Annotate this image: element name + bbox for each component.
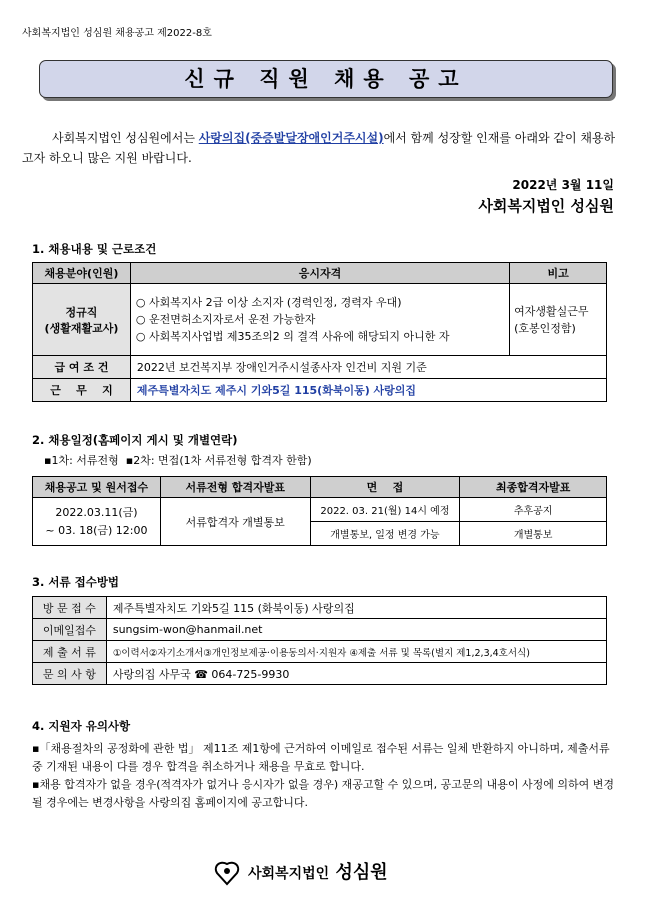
section-4-heading: 4. 지원자 유의사항 xyxy=(32,719,131,733)
footer-organization xyxy=(212,858,388,886)
final-result-announce: 추후공지 xyxy=(460,498,607,522)
field-cell xyxy=(33,284,131,356)
qualification-item: ○ 운전면허소지자로서 운전 가능한자 xyxy=(135,313,316,326)
intro-paragraph xyxy=(22,128,622,168)
document-number: 사회복지법인 성심원 채용공고 제2022-8호 xyxy=(22,28,212,39)
application-period-cell xyxy=(33,498,161,546)
header-field: 채용분야(인원) xyxy=(33,263,131,284)
interview-note: 개별통보, 일정 변경 가능 xyxy=(310,522,460,546)
inquiry-value: 사랑의집 사무국 ☎ 064-725-9930 xyxy=(106,663,606,685)
salary-value: 2022년 보건복지부 장애인거주시설종사자 인건비 지원 기준 xyxy=(130,356,606,379)
email-label: 이메일접수 xyxy=(33,619,107,641)
visit-value: 제주특별자치도 기와5길 115 (화북이동) 사랑의집 xyxy=(106,597,606,619)
documents-label: 제 출 서 류 xyxy=(33,641,107,663)
qualification-item: ○ 사회복지사 2급 이상 소지자 (경력인정, 경력자 우대) xyxy=(135,296,402,309)
header-interview: 면 접 xyxy=(310,477,460,498)
qualification-item: ○ 사회복지사업법 제35조의2 의 결격 사유에 해당되지 아니한 자 xyxy=(135,330,450,343)
period-start: 2022.03.11(금) xyxy=(55,505,138,519)
email-value[interactable]: sungsim-won@hanmail.net xyxy=(106,619,606,641)
field-role: (생활재활교사) xyxy=(44,321,119,335)
organization-logo-icon xyxy=(212,860,242,886)
employment-conditions-table xyxy=(32,262,607,402)
workplace-value: 제주특별자치도 제주시 기와5길 115(화북이동) 사랑의집 xyxy=(130,379,606,402)
selection-stages: ▪1차: 서류전형 ▪2차: 면접(1차 서류전형 합격자 한함) xyxy=(44,454,312,467)
inquiry-label: 문 의 사 항 xyxy=(33,663,107,685)
header-application-period: 채용공고 및 원서접수 xyxy=(33,477,161,498)
salary-label: 급 여 조 건 xyxy=(33,356,131,379)
notice-title: 신규 직원 채용 공고 xyxy=(39,60,613,98)
workplace-label: 근 무 지 xyxy=(33,379,131,402)
note-step: (호봉인정함) xyxy=(514,321,576,335)
note-work: 여자생활실근무 xyxy=(514,304,589,318)
header-final-result: 최종합격자발표 xyxy=(460,477,607,498)
schedule-table xyxy=(32,476,607,546)
section-3-heading: 3. 서류 접수방법 xyxy=(32,575,120,589)
note-item: ▪채용 합격자가 없을 경우(적격자가 없거나 응시자가 없을 경우) 재공고할 수 있으며, 공고문의 내용이 사정에 의하여 변경될 경우에는 변경사항을 사랑의집 홈페이지에 공고합니다. xyxy=(32,778,615,809)
applicant-notes xyxy=(32,740,617,812)
field-type: 정규직 xyxy=(65,305,98,319)
organization-name: 사회복지법인 성심원 xyxy=(478,197,614,215)
section-1-heading: 1. 채용내용 및 근로조건 xyxy=(32,242,157,256)
documents-value: ①이력서②자기소개서③개인정보제공·이용동의서·지원자 ④제출 서류 및 목록(별지 제1,2,3,4호서식) xyxy=(106,641,606,663)
header-note: 비고 xyxy=(510,263,607,284)
visit-label: 방 문 접 수 xyxy=(33,597,107,619)
header-qualification: 응시자격 xyxy=(130,263,509,284)
facility-name-highlight: 사랑의집(중증발달장애인거주시설) xyxy=(198,131,384,145)
note-cell xyxy=(510,284,607,356)
note-item: ▪「채용절차의 공정화에 관한 법」 제11조 제1항에 근거하여 이메일로 접수된 서류는 일체 반환하지 아니하며, 제출서류 중 기재된 내용이 다를 경우 합격을 취소하거나 채용을 무효로 합니다. xyxy=(32,742,610,773)
section-2-heading: 2. 채용일정(홈페이지 게시 및 개별연락) xyxy=(32,433,238,447)
intro-before: 사회복지법인 성심원에서는 xyxy=(52,131,199,145)
notice-date: 2022년 3월 11일 xyxy=(512,178,614,192)
intro-after: 에서 함께 성장할 인재를 아래와 같이 채용하고자 하오니 많은 지원 바랍니다. xyxy=(22,131,616,165)
submission-table xyxy=(32,596,607,685)
final-result-notify: 개별통보 xyxy=(460,522,607,546)
interview-date: 2022. 03. 21(월) 14시 예정 xyxy=(310,498,460,522)
qualification-cell xyxy=(130,284,509,356)
header-document-result: 서류전형 합격자발표 xyxy=(160,477,310,498)
period-end: ~ 03. 18(금) 12:00 xyxy=(45,523,148,537)
document-result-cell: 서류합격자 개별통보 xyxy=(160,498,310,546)
footer-name: 성심원 xyxy=(335,862,388,883)
footer-prefix: 사회복지법인 xyxy=(248,866,330,882)
